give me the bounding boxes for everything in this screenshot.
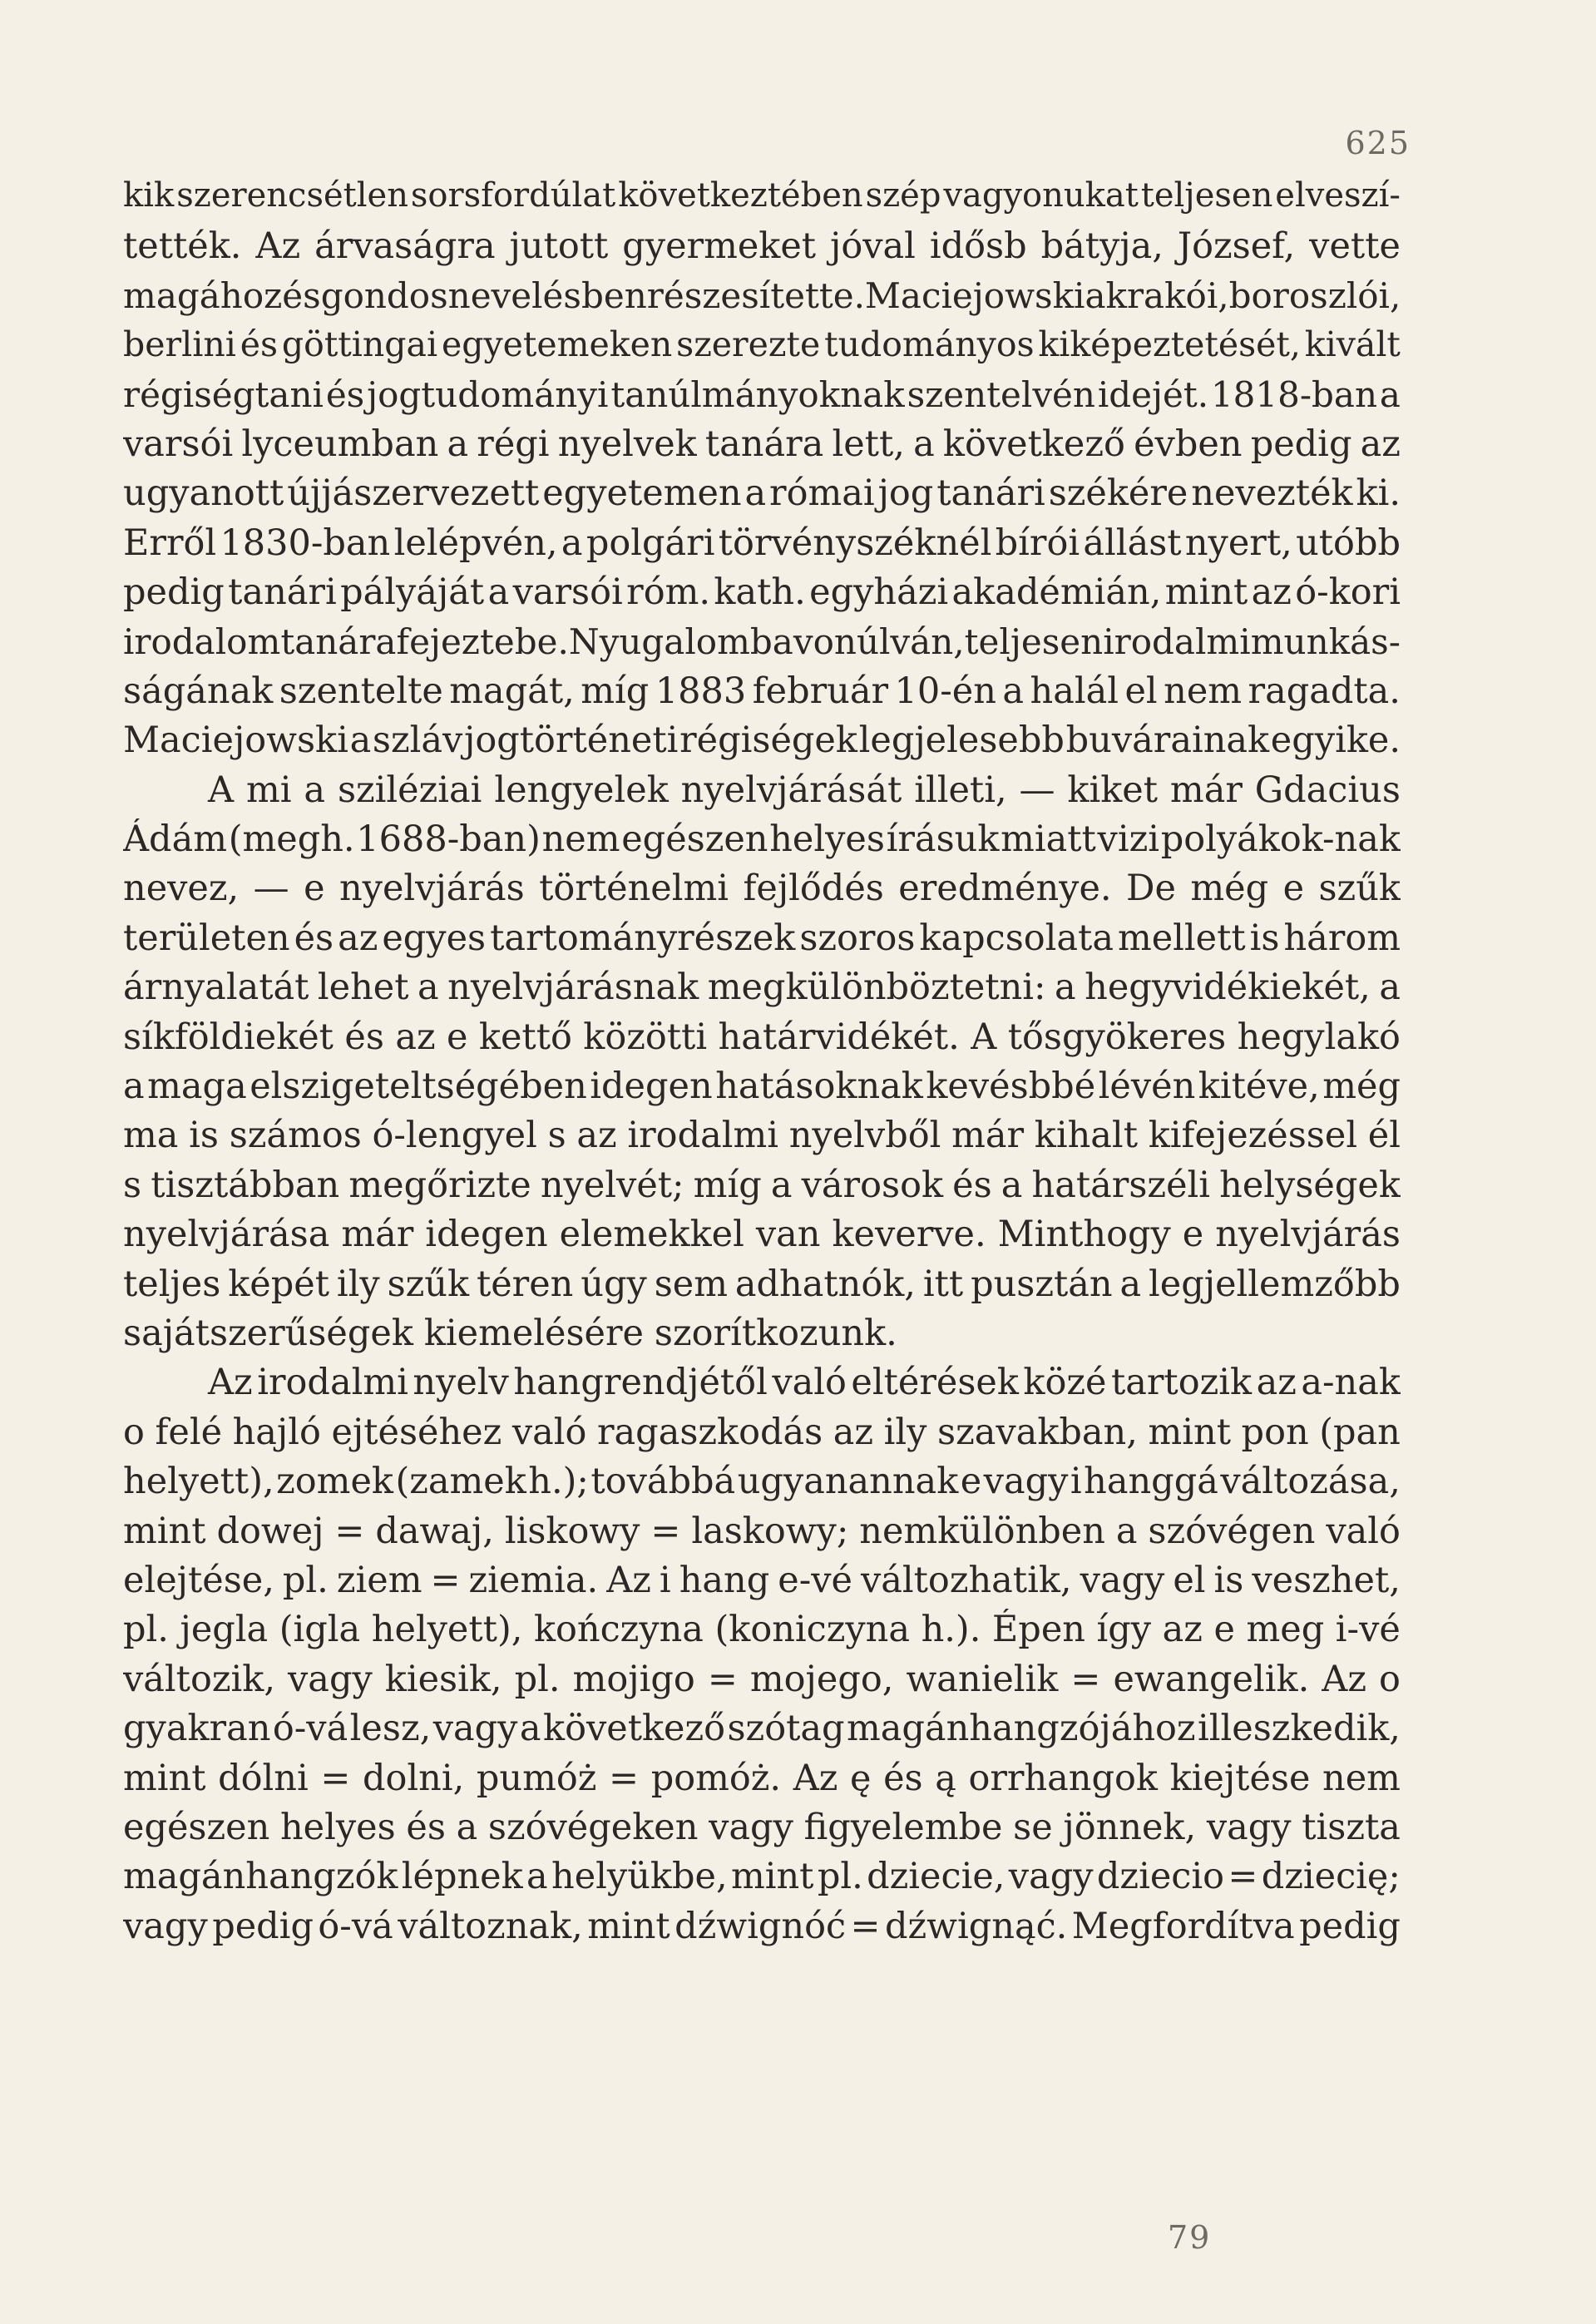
text-line: ma is számos ó-lengyel s az irodalmi nyelvből már kihalt kifejezéssel él: [123, 1115, 1401, 1157]
text-line: ságának szentelte magát, míg 1883 február 10-én a halál el nem ragadta.: [123, 670, 1401, 712]
text-line: pl. jegla (igla helyett), kończyna (koniczyna h.). Épen így az e meg i-vé: [123, 1609, 1401, 1651]
text-line: területen és az egyes tartományrészek szoros kapcsolata mellett is három: [123, 917, 1401, 959]
text-line: árnyalatát lehet a nyelvjárásnak megkülönböztetni: a hegyvidékiekét, a: [123, 967, 1401, 1009]
text-line: sajátszerűségek kiemelésére szorítkozunk.: [123, 1312, 897, 1354]
text-line: nevez, — e nyelvjárás történelmi fejlődés eredménye. De még e szűk: [123, 868, 1401, 910]
text-line: elejtése, pl. ziem = ziemia. Az i hang e-vé változhatik, vagy el is veszhet,: [123, 1559, 1401, 1601]
printer-signature-mark: 79: [1168, 2219, 1212, 2256]
text-line: nyelvjárása már idegen elemekkel van keverve. Minthogy e nyelvjárás: [123, 1214, 1401, 1256]
text-line: Maciejowski a szláv jogtörténeti régiségek legjelesebb buvárainak egyike.: [123, 719, 1401, 762]
text-line: mint dowej = dawaj, liskowy = laskowy; nemkülönben a szóvégen való: [123, 1510, 1401, 1552]
text-line: varsói lyceumban a régi nyelvek tanára lett, a következő évben pedig az: [123, 423, 1401, 465]
text-line: a maga elszigeteltségében idegen hatásoknak kevésbbé lévén kitéve, még: [123, 1066, 1401, 1108]
text-line: pedig tanári pályáját a varsói róm. kath. egyházi akadémián, mint az ó-kori: [123, 571, 1401, 614]
text-line: régiségtani és jogtudományi tanúlmányoknak szentelvén idejét. 1818-ban a: [123, 373, 1401, 415]
page-number: 625: [1345, 125, 1411, 161]
text-line: o felé hajló ejtéséhez való ragaszkodás az ily szavakban, mint pon (pan: [123, 1411, 1401, 1453]
text-line: teljes képét ily szűk téren úgy sem adhatnók, itt pusztán a legjellemzőbb: [123, 1263, 1401, 1305]
body-text: [123, 176, 1401, 1955]
text-line: gyakran ó-vá lesz, vagy a következő szótag magánhangzójához illeszkedik,: [123, 1708, 1401, 1750]
text-line: magánhangzók lépnek a helyükbe, mint pl. dziecie, vagy dziecio = dziecię;: [123, 1856, 1401, 1898]
text-line: Ádám (megh. 1688-ban) nem egészen helyes írásuk miatt vizi polyákok-nak: [123, 818, 1401, 861]
text-line: A mi a sziléziai lengyelek nyelvjárását illeti, — kiket már Gdacius: [208, 769, 1401, 811]
text-line: vagy pedig ó-vá változnak, mint dźwignóć = dźwignąć. Megfordítva pedig: [123, 1905, 1401, 1947]
text-line: kik szerencsétlen sorsfordúlat következtében szép vagyonukat teljesen elveszí-: [123, 176, 1401, 215]
text-line: mint dólni = dolni, pumóż = pomóż. Az ę és ą orrhangok kiejtése nem: [123, 1757, 1401, 1799]
text-line: s tisztábban megőrizte nyelvét; míg a városok és a határszéli helységek: [123, 1164, 1401, 1206]
text-line: változik, vagy kiesik, pl. mojigo = mojego, wanielik = ewangelik. Az o: [123, 1658, 1401, 1700]
text-line: berlini és göttingai egyetemeken szerezte tudományos kiképeztetését, kivált: [123, 324, 1401, 365]
text-line: irodalom tanára fejezte be. Nyugalomba vonúlván, teljesen irodalmi munkás-: [123, 621, 1401, 662]
text-line: Erről 1830-ban lelépvén, a polgári törvényszéknél bírói állást nyert, utóbb: [123, 522, 1401, 564]
text-line: ugyanott újjászervezett egyetemen a római jog tanári székére nevezték ki.: [123, 472, 1401, 515]
text-line: magához és gondos nevelésben részesítette. Maciejowski a krakói, boroszlói,: [123, 274, 1401, 316]
text-line: tették. Az árvaságra jutott gyermeket jóval idősb bátyja, József, vette: [123, 225, 1401, 268]
text-line: helyett), zomek (zamek h.); továbbá ugyanannak e vagy i hanggá változása,: [123, 1461, 1401, 1503]
text-line: egészen helyes és a szóvégeken vagy figyelembe se jönnek, vagy tiszta: [123, 1806, 1401, 1848]
text-line: Az irodalmi nyelv hangrendjétől való eltérések közé tartozik az a-nak: [208, 1362, 1401, 1404]
text-line: síkföldiekét és az e kettő közötti határvidékét. A tősgyökeres hegylakó: [123, 1016, 1401, 1058]
